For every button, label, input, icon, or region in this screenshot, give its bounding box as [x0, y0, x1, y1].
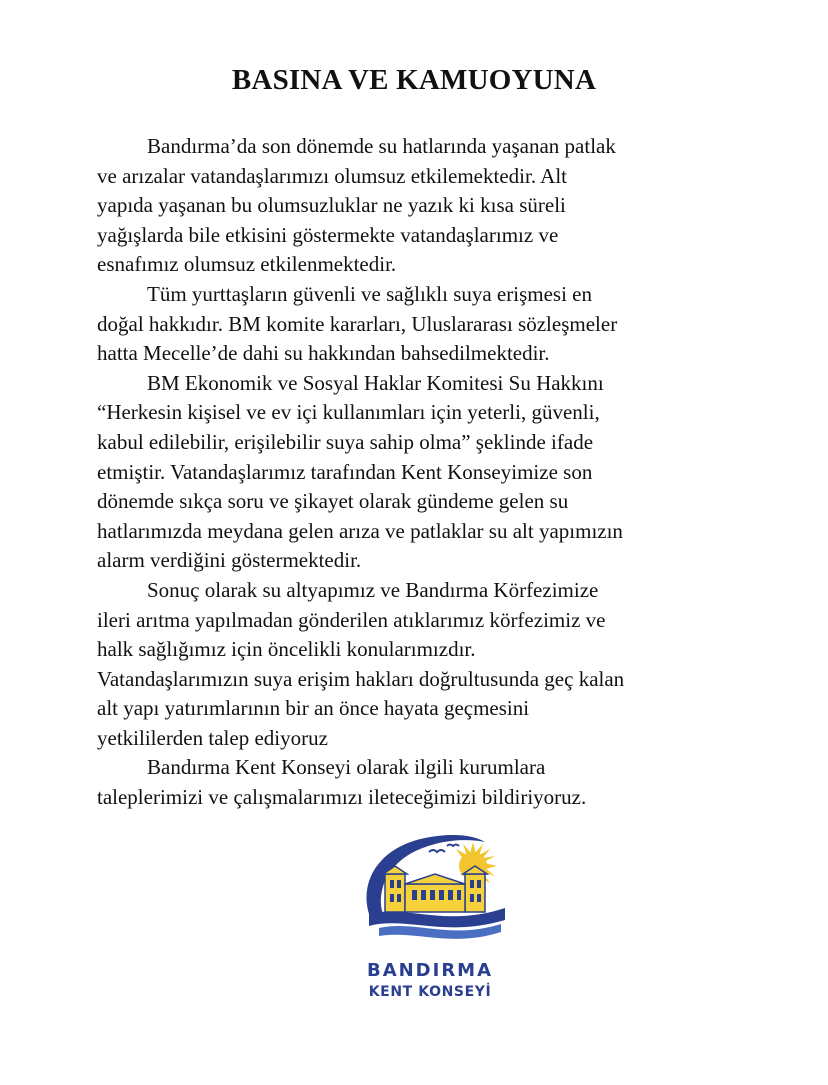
- text-line: Tüm yurttaşların güvenli ve sağlıklı suya erişmesi en: [147, 281, 592, 306]
- kent-konseyi-logo-icon: [355, 828, 515, 948]
- document-body: [97, 132, 737, 813]
- text-line: yağışlarda bile etkisini göstermekte vatandaşlarımız ve: [97, 222, 559, 247]
- paragraph-5: [97, 753, 737, 812]
- text-line: hatlarımızda meydana gelen arıza ve patlaklar su alt yapımızın: [97, 518, 623, 543]
- text-line: doğal hakkıdır. BM komite kararları, Uluslararası sözleşmeler: [97, 311, 618, 336]
- text-line: kabul edilebilir, erişilebilir suya sahip olma” şeklinde ifade: [97, 429, 594, 454]
- paragraph-3: [97, 369, 737, 576]
- text-line: esnafımız olumsuz etkilenmektedir.: [97, 252, 397, 277]
- text-line: alarm verdiğini göstermektedir.: [97, 548, 362, 573]
- text-line: BM Ekonomik ve Sosyal Haklar Komitesi Su Hakkını: [147, 370, 604, 395]
- text-line: “Herkesin kişisel ve ev içi kullanımları için yeterli, güvenli,: [97, 400, 600, 425]
- text-line: taleplerimizi ve çalışmalarımızı ileteceğimizi bildiriyoruz.: [97, 785, 587, 810]
- text-line: yetkililerden talep ediyoruz: [97, 725, 328, 750]
- text-line: halk sağlığımız için öncelikli konularımızdır.: [97, 637, 476, 662]
- text-line: ve arızalar vatandaşlarımızı olumsuz etkilemektedir. Alt: [97, 163, 567, 188]
- document-title: BASINA VE KAMUOYUNA: [231, 64, 597, 96]
- text-line: ileri arıtma yapılmadan gönderilen atıklarımız körfezimiz ve: [97, 607, 606, 632]
- paragraph-2: [97, 280, 737, 369]
- text-line: Bandırma’da son dönemde su hatlarında yaşanan patlak: [147, 134, 616, 158]
- logo-subtitle: KENT KONSEYİ: [368, 984, 492, 1000]
- text-line: dönemde sıkça soru ve şikayet olarak gündeme gelen su: [97, 489, 569, 514]
- logo-title: BANDIRMA: [366, 960, 494, 981]
- text-line: etmiştir. Vatandaşlarımız tarafından Kent Konseyimize son: [97, 459, 593, 484]
- text-line: alt yapı yatırımlarının bir an önce hayata geçmesini: [97, 696, 530, 721]
- paragraph-1: [97, 132, 737, 280]
- text-line: Sonuç olarak su altyapımız ve Bandırma Körfezimize: [147, 577, 599, 602]
- text-line: yapıda yaşanan bu olumsuzluklar ne yazık ki kısa süreli: [97, 193, 566, 218]
- text-line: Vatandaşlarımızın suya erişim hakları doğrultusunda geç kalan: [97, 666, 625, 691]
- paragraph-4: [97, 576, 737, 754]
- text-line: Bandırma Kent Konseyi olarak ilgili kurumlara: [147, 755, 546, 780]
- text-line: hatta Mecelle’de dahi su hakkından bahsedilmektedir.: [97, 341, 550, 366]
